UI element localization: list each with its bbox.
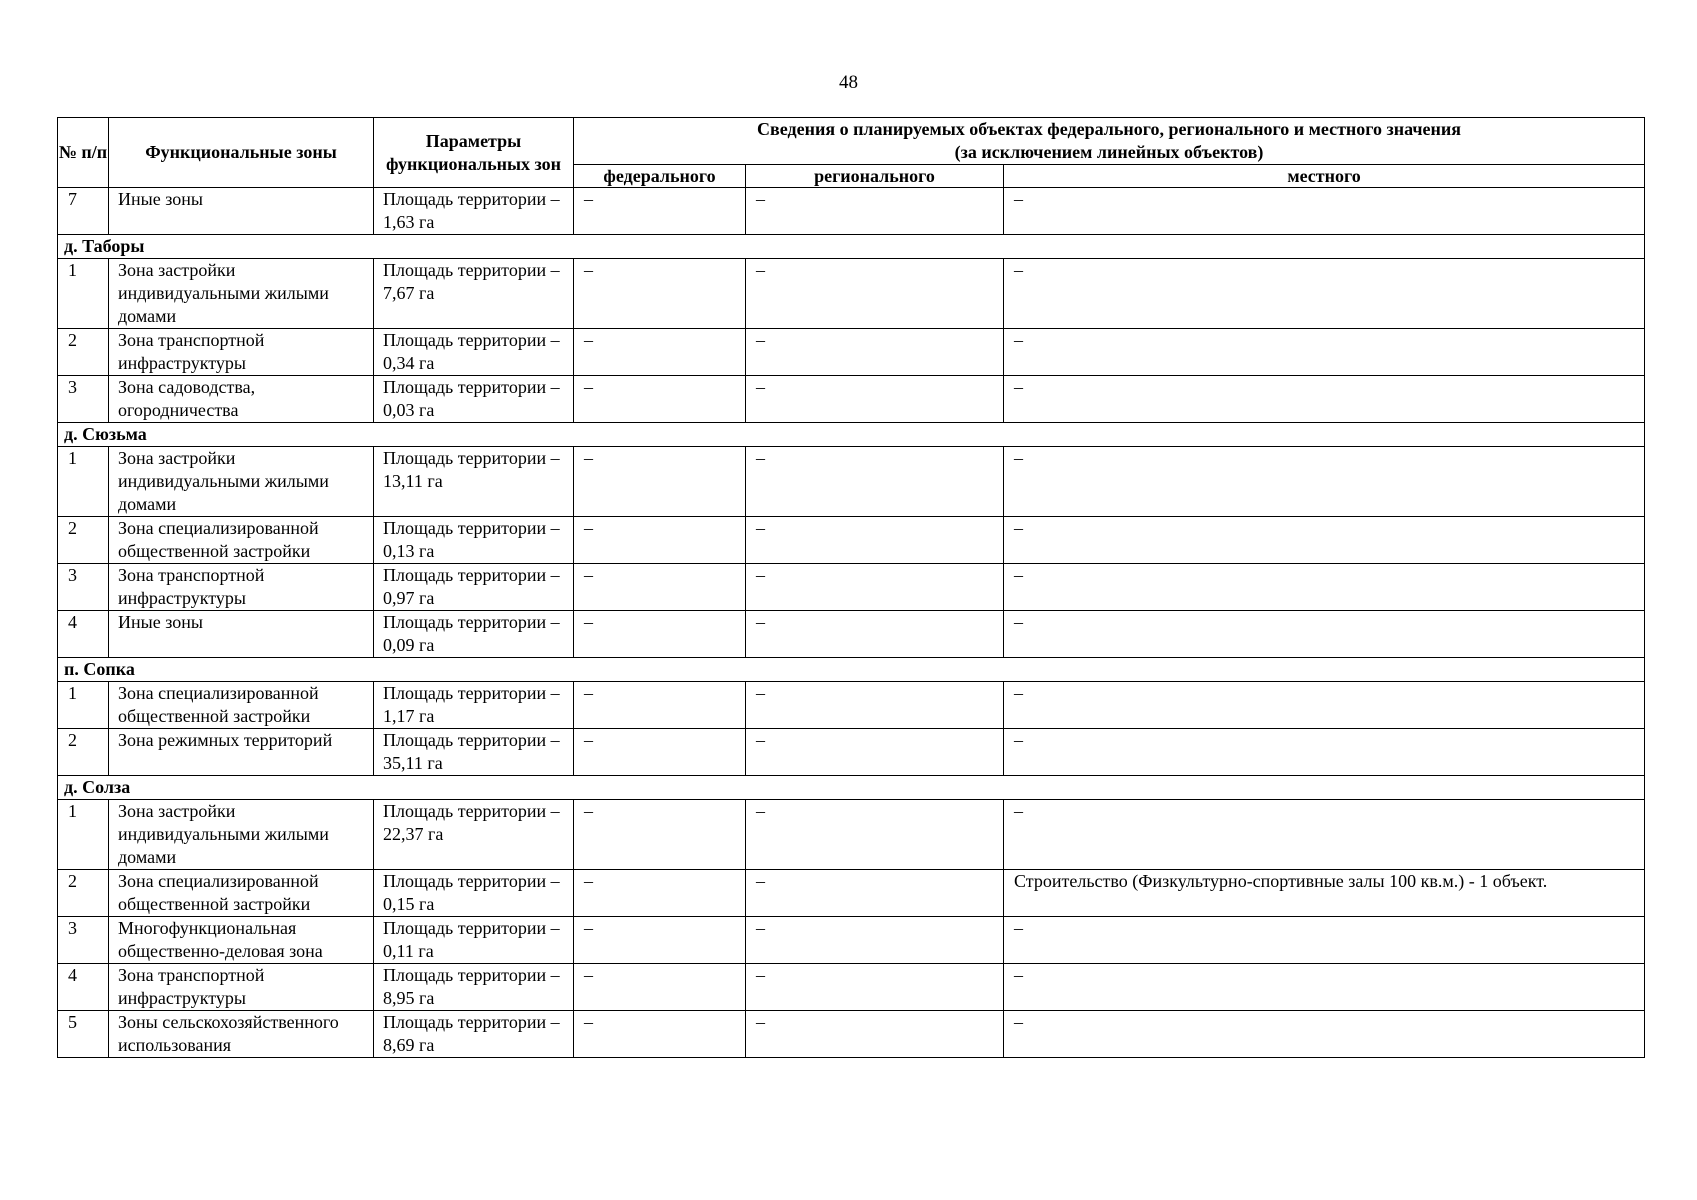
header-info bbox=[574, 118, 1645, 165]
cell-params: Площадь территории – 0,34 га bbox=[374, 329, 574, 376]
table-row bbox=[58, 729, 1645, 776]
header-regional: регионального bbox=[746, 165, 1004, 188]
cell-regional: – bbox=[746, 800, 1004, 870]
cell-zone: Зона застройки индивидуальными жилыми домами bbox=[109, 259, 374, 329]
cell-federal: – bbox=[574, 517, 746, 564]
cell-regional: – bbox=[746, 564, 1004, 611]
header-info-line2: (за исключением линейных объектов) bbox=[954, 142, 1264, 162]
settlement-name: п. Сопка bbox=[58, 658, 1645, 682]
cell-federal: – bbox=[574, 376, 746, 423]
cell-params: Площадь территории – 8,69 га bbox=[374, 1011, 574, 1058]
cell-federal: – bbox=[574, 917, 746, 964]
settlement-name: д. Сюзьма bbox=[58, 423, 1645, 447]
cell-params: Площадь территории – 22,37 га bbox=[374, 800, 574, 870]
cell-local: – bbox=[1004, 376, 1645, 423]
cell-num: 5 bbox=[58, 1011, 109, 1058]
cell-federal: – bbox=[574, 611, 746, 658]
cell-num: 1 bbox=[58, 447, 109, 517]
cell-params: Площадь территории – 13,11 га bbox=[374, 447, 574, 517]
settlement-row bbox=[58, 776, 1645, 800]
cell-zone: Зона застройки индивидуальными жилыми домами bbox=[109, 447, 374, 517]
table-header bbox=[58, 118, 1645, 188]
cell-federal: – bbox=[574, 259, 746, 329]
cell-local: – bbox=[1004, 188, 1645, 235]
table-row bbox=[58, 329, 1645, 376]
cell-regional: – bbox=[746, 259, 1004, 329]
cell-federal: – bbox=[574, 447, 746, 517]
cell-federal: – bbox=[574, 729, 746, 776]
cell-params: Площадь территории – 35,11 га bbox=[374, 729, 574, 776]
cell-num: 4 bbox=[58, 611, 109, 658]
cell-regional: – bbox=[746, 188, 1004, 235]
cell-federal: – bbox=[574, 800, 746, 870]
cell-num: 2 bbox=[58, 870, 109, 917]
table-row bbox=[58, 611, 1645, 658]
cell-local: – bbox=[1004, 259, 1645, 329]
cell-federal: – bbox=[574, 682, 746, 729]
cell-federal: – bbox=[574, 329, 746, 376]
cell-zone: Зона специализированной общественной застройки bbox=[109, 517, 374, 564]
cell-federal: – bbox=[574, 870, 746, 917]
cell-zone: Зона специализированной общественной застройки bbox=[109, 870, 374, 917]
cell-regional: – bbox=[746, 611, 1004, 658]
cell-zone: Иные зоны bbox=[109, 188, 374, 235]
cell-local: – bbox=[1004, 564, 1645, 611]
cell-params: Площадь территории – 7,67 га bbox=[374, 259, 574, 329]
cell-regional: – bbox=[746, 376, 1004, 423]
header-zones: Функциональные зоны bbox=[109, 118, 374, 188]
header-local: местного bbox=[1004, 165, 1645, 188]
page-number: 48 bbox=[839, 72, 858, 93]
cell-federal: – bbox=[574, 1011, 746, 1058]
cell-params: Площадь территории – 8,95 га bbox=[374, 964, 574, 1011]
cell-params: Площадь территории – 1,17 га bbox=[374, 682, 574, 729]
cell-params: Площадь территории – 0,15 га bbox=[374, 870, 574, 917]
cell-regional: – bbox=[746, 729, 1004, 776]
cell-local: – bbox=[1004, 611, 1645, 658]
cell-local: – bbox=[1004, 517, 1645, 564]
cell-params: Площадь территории – 0,03 га bbox=[374, 376, 574, 423]
header-info-line1: Сведения о планируемых объектах федерального, регионального и местного значения bbox=[757, 119, 1462, 139]
cell-params: Площадь территории – 0,09 га bbox=[374, 611, 574, 658]
table-row bbox=[58, 964, 1645, 1011]
cell-num: 3 bbox=[58, 564, 109, 611]
cell-num: 1 bbox=[58, 682, 109, 729]
cell-num: 1 bbox=[58, 800, 109, 870]
cell-zone: Зона режимных территорий bbox=[109, 729, 374, 776]
settlement-row bbox=[58, 235, 1645, 259]
table-row bbox=[58, 188, 1645, 235]
cell-federal: – bbox=[574, 964, 746, 1011]
table-row bbox=[58, 1011, 1645, 1058]
settlement-name: д. Солза bbox=[58, 776, 1645, 800]
cell-num: 7 bbox=[58, 188, 109, 235]
settlement-row bbox=[58, 658, 1645, 682]
cell-regional: – bbox=[746, 329, 1004, 376]
cell-zone: Зона транспортной инфраструктуры bbox=[109, 564, 374, 611]
cell-regional: – bbox=[746, 964, 1004, 1011]
cell-local: – bbox=[1004, 447, 1645, 517]
cell-regional: – bbox=[746, 517, 1004, 564]
cell-params: Площадь территории – 0,97 га bbox=[374, 564, 574, 611]
cell-params: Площадь территории – 0,11 га bbox=[374, 917, 574, 964]
cell-federal: – bbox=[574, 564, 746, 611]
cell-regional: – bbox=[746, 682, 1004, 729]
cell-regional: – bbox=[746, 1011, 1004, 1058]
table-row bbox=[58, 917, 1645, 964]
cell-zone: Зона садоводства, огородничества bbox=[109, 376, 374, 423]
header-num: № п/п bbox=[58, 118, 109, 188]
cell-local: – bbox=[1004, 1011, 1645, 1058]
cell-zone: Зона специализированной общественной застройки bbox=[109, 682, 374, 729]
cell-zone: Зона застройки индивидуальными жилыми домами bbox=[109, 800, 374, 870]
table-body bbox=[58, 188, 1645, 1058]
zones-table bbox=[57, 117, 1645, 1058]
settlement-name: д. Таборы bbox=[58, 235, 1645, 259]
table-row bbox=[58, 682, 1645, 729]
cell-local: – bbox=[1004, 682, 1645, 729]
table-row bbox=[58, 564, 1645, 611]
table-row bbox=[58, 259, 1645, 329]
cell-zone: Зоны сельскохозяйственного использования bbox=[109, 1011, 374, 1058]
cell-regional: – bbox=[746, 447, 1004, 517]
cell-params: Площадь территории – 0,13 га bbox=[374, 517, 574, 564]
cell-regional: – bbox=[746, 917, 1004, 964]
cell-regional: – bbox=[746, 870, 1004, 917]
cell-zone: Зона транспортной инфраструктуры bbox=[109, 329, 374, 376]
cell-local: – bbox=[1004, 329, 1645, 376]
table-row bbox=[58, 376, 1645, 423]
cell-local: – bbox=[1004, 917, 1645, 964]
cell-federal: – bbox=[574, 188, 746, 235]
cell-num: 4 bbox=[58, 964, 109, 1011]
table-row bbox=[58, 800, 1645, 870]
table-row bbox=[58, 447, 1645, 517]
table-row bbox=[58, 517, 1645, 564]
cell-local: Строительство (Физкультурно-спортивные залы 100 кв.м.) - 1 объект. bbox=[1004, 870, 1645, 917]
cell-params: Площадь территории – 1,63 га bbox=[374, 188, 574, 235]
cell-num: 2 bbox=[58, 517, 109, 564]
cell-zone: Иные зоны bbox=[109, 611, 374, 658]
header-params: Параметры функциональных зон bbox=[374, 118, 574, 188]
cell-num: 3 bbox=[58, 376, 109, 423]
cell-local: – bbox=[1004, 800, 1645, 870]
cell-num: 3 bbox=[58, 917, 109, 964]
cell-num: 1 bbox=[58, 259, 109, 329]
header-federal: федерального bbox=[574, 165, 746, 188]
cell-zone: Зона транспортной инфраструктуры bbox=[109, 964, 374, 1011]
cell-zone: Многофункциональная общественно-деловая зона bbox=[109, 917, 374, 964]
settlement-row bbox=[58, 423, 1645, 447]
cell-local: – bbox=[1004, 964, 1645, 1011]
cell-num: 2 bbox=[58, 329, 109, 376]
cell-num: 2 bbox=[58, 729, 109, 776]
table-row bbox=[58, 870, 1645, 917]
cell-local: – bbox=[1004, 729, 1645, 776]
